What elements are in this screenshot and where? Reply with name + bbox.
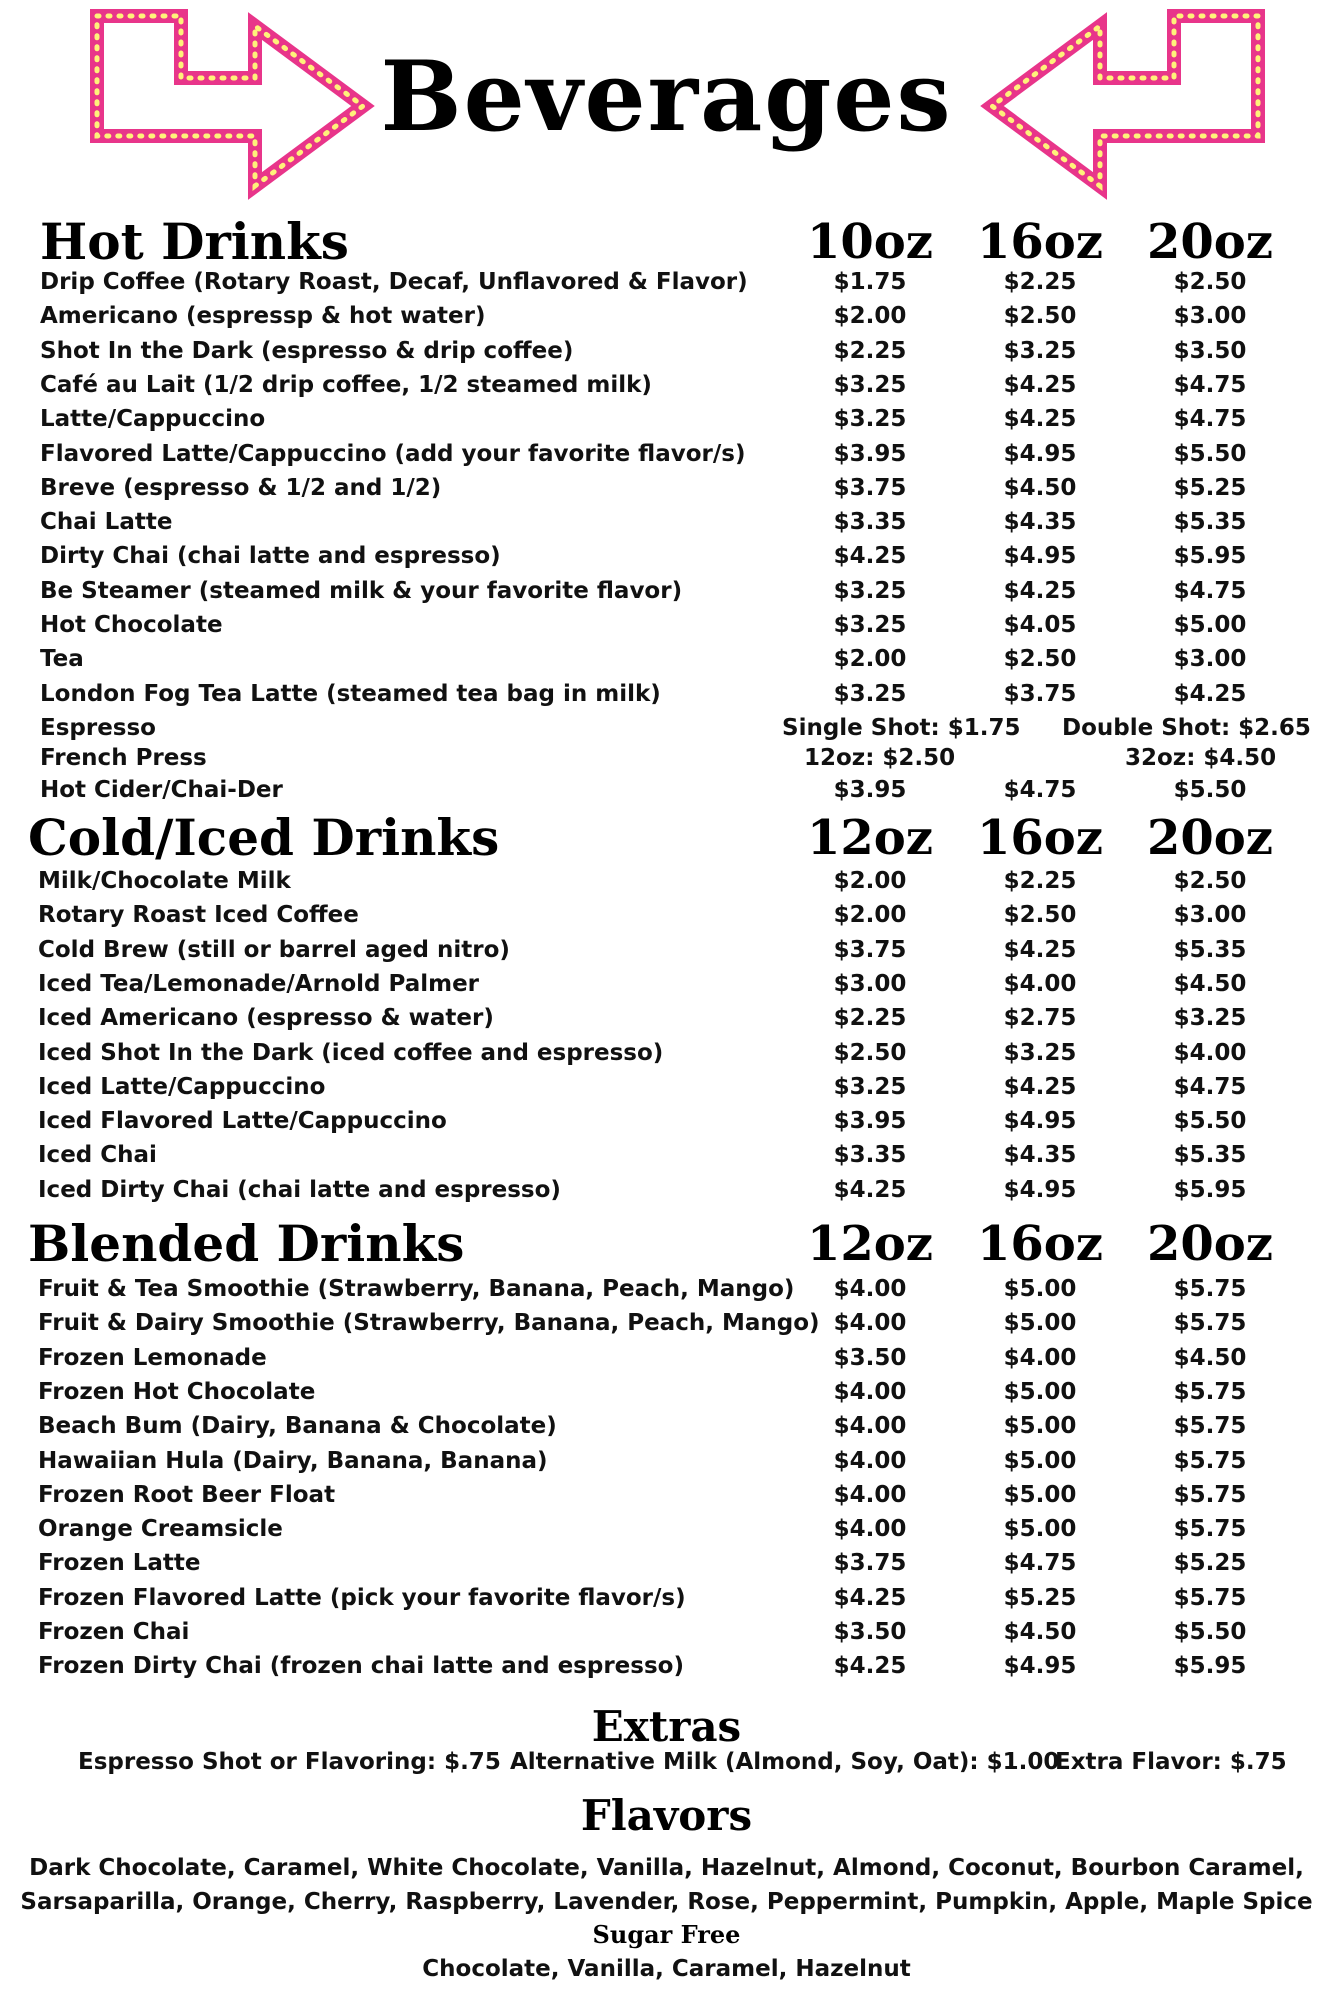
size-header: 12oz [806,1216,934,1272]
menu-item-row [0,334,1333,368]
item-title: Chai Latte [40,509,173,536]
item-name [38,933,510,967]
menu-item-row [0,368,1333,402]
menu-item-row [0,265,1333,299]
item-name [38,967,479,1001]
item-price: $4.50 [1003,474,1077,501]
item-name [38,864,291,898]
menu-item-row [0,1546,1333,1580]
item-price: $3.25 [1003,337,1077,364]
item-description: (Dairy, Banana & Chocolate) [190,1413,557,1440]
size-header: 20oz [1146,214,1274,270]
item-description: (espresso & water) [246,1005,494,1032]
item-price: $1.75 [833,269,907,295]
item-name [40,265,748,299]
item-price: $5.75 [1173,1447,1247,1474]
item-price: $3.00 [1173,902,1247,929]
item-name [40,402,265,436]
item-price: $2.50 [1003,303,1077,330]
item-price: $5.95 [1173,1653,1247,1680]
item-price: $2.00 [833,868,907,894]
item-price: $5.00 [1003,1310,1077,1337]
menu-item-row [0,1512,1333,1546]
item-price: $4.50 [1173,1344,1247,1371]
item-price: $4.05 [1003,612,1077,638]
page-title: Beverages [380,40,953,153]
item-title: Fruit & Tea Smoothie [38,1276,310,1302]
item-title: Shot In the Dark [40,337,253,364]
menu-item-row [0,642,1333,676]
item-description: (espressp & hot water) [185,303,486,330]
item-title: Fruit & Dairy Smoothie [38,1310,335,1337]
item-price: $3.25 [833,371,907,398]
menu-item-row [0,967,1333,1001]
size-header: 16oz [976,810,1104,866]
item-title: Cold Brew [38,936,169,963]
item-name [38,1070,325,1104]
item-name [38,1478,335,1512]
item-title: Iced Shot In the Dark [38,1039,314,1066]
menu-item-row [0,1341,1333,1375]
item-title: London Fog Tea Latte [40,680,319,707]
menu-item-row [0,437,1333,471]
item-title: Iced Americano [38,1005,239,1032]
item-name [38,1615,189,1649]
item-price: $5.50 [1173,1619,1247,1645]
item-price: $4.95 [1003,440,1077,467]
menu-item-row [0,539,1333,573]
item-name [38,1649,684,1683]
menu-item-row [0,299,1333,333]
item-name [40,368,652,402]
item-price: $5.25 [1173,474,1247,501]
item-price: $3.75 [833,1550,907,1577]
section-header [0,212,1333,272]
item-description: (1/2 drip coffee, 1/2 steamed milk) [203,371,652,398]
item-price: $5.75 [1173,1310,1247,1337]
item-title: Hot Chocolate [40,612,223,638]
item-price: $5.00 [1003,1516,1077,1543]
item-price: $3.50 [833,1344,907,1371]
size-header: 20oz [1146,810,1274,866]
item-name [38,1036,663,1070]
item-price: $3.50 [833,1619,907,1645]
item-price: $5.25 [1173,1550,1247,1577]
item-price: $4.25 [833,1653,907,1680]
item-price: $3.95 [833,440,907,467]
item-price: $5.00 [1003,1378,1077,1405]
menu-item-row [0,1581,1333,1615]
item-price: $5.75 [1173,1481,1247,1508]
item-price: $3.25 [833,1073,907,1100]
item-price: $4.35 [1003,509,1077,536]
item-price: $4.00 [833,1276,907,1302]
flavors-list-line: Sarsaparilla, Orange, Cherry, Raspberry, Lavender, Rose, Peppermint, Pumpkin, Apple, Maple Spice [20,1889,1313,1915]
extras-title: Extras [591,1702,742,1751]
size-header: 16oz [976,214,1104,270]
item-title: Be Steamer [40,577,191,604]
item-price: $4.25 [1003,577,1077,604]
item-price: $4.00 [833,1481,907,1508]
menu-item-row [0,1375,1333,1409]
item-price: $3.25 [1003,1039,1077,1066]
item-price: $5.75 [1173,1413,1247,1440]
item-title: Rotary Roast Iced Coffee [38,902,359,929]
menu-item-row [0,402,1333,436]
item-description: (steamed milk & your favorite flavor) [198,577,683,604]
item-title: Milk/Chocolate Milk [38,868,291,894]
item-price: $4.25 [833,1584,907,1611]
menu-item-row [0,471,1333,505]
menu-item-row [0,1070,1333,1104]
menu-item-row [0,1478,1333,1512]
item-name [38,1409,557,1443]
item-price: $4.95 [1003,1108,1077,1135]
item-description: (chai latte and espresso) [177,543,501,570]
item-name [38,1546,201,1580]
item-price: $2.50 [1173,269,1247,295]
item-price: $4.95 [1003,543,1077,570]
item-price: $2.25 [1003,868,1077,894]
menu-item-row [0,711,1333,745]
menu-item-row [0,1104,1333,1138]
menu-item-row [0,898,1333,932]
item-name: Hot Cider/Chai-Der [40,776,283,803]
item-name [40,642,84,676]
item-price: $5.95 [1173,1176,1247,1203]
item-price: $5.00 [1173,612,1247,638]
item-description: (espresso & drip coffee) [260,337,574,364]
item-price: $4.25 [1003,936,1077,963]
item-title: Iced Chai [38,1142,157,1169]
item-name: French Press [40,744,207,771]
item-price: $4.00 [833,1516,907,1543]
item-price: $3.95 [833,1108,907,1135]
item-price: $4.25 [1003,371,1077,398]
menu-item-row [0,677,1333,711]
item-title: Frozen Dirty Chai [38,1653,262,1680]
item-price: $5.50 [1173,440,1247,467]
extra-item: Extra Flavor: $.75 [1055,1749,1287,1775]
item-price: $3.35 [833,1142,907,1169]
menu-item-row [0,1272,1333,1306]
size-header: 10oz [806,214,934,270]
item-price: $5.95 [1173,543,1247,570]
extras-row [0,1745,1333,1779]
menu-item-row [0,505,1333,539]
section-header [0,1214,1333,1274]
menu-item-row [0,1036,1333,1070]
item-description: (chai latte and espresso) [237,1176,561,1203]
item-name: Espresso [40,714,156,741]
item-price: $4.25 [1173,680,1247,707]
extra-item: Alternative Milk (Almond, Soy, Oat): $1.00 [510,1749,1060,1775]
item-description: (steamed tea bag in milk) [326,680,661,707]
item-price: $3.75 [833,474,907,501]
item-price: $4.25 [1003,406,1077,433]
item-price: $5.25 [1003,1584,1077,1611]
item-price: $5.00 [1003,1276,1077,1302]
item-price: $4.00 [1003,970,1077,997]
item-price: $4.00 [833,1413,907,1440]
menu-item-row [0,1409,1333,1443]
item-name [38,1173,561,1207]
item-price: $4.75 [1173,406,1247,433]
item-price: $4.75 [1003,776,1077,803]
item-name [40,437,746,471]
item-name [38,898,359,932]
item-name [40,539,501,573]
item-title: Café au Lait [40,371,195,398]
item-price: 32oz: $4.50 [1125,744,1277,771]
item-price: $4.00 [1003,1344,1077,1371]
item-price: $3.25 [833,612,907,638]
menu-item-row [0,1649,1333,1683]
item-name [38,1001,494,1035]
item-price: $5.75 [1173,1516,1247,1543]
item-name [40,471,441,505]
item-title: Iced Latte/Cappuccino [38,1073,326,1100]
item-title: Frozen Chai [38,1619,190,1645]
item-description: (add your favorite flavor/s) [394,440,746,467]
item-description: (espresso & 1/2 and 1/2) [123,474,442,501]
item-price: $2.25 [1003,269,1077,295]
item-price: $3.75 [833,936,907,963]
item-price: $2.50 [1173,868,1247,894]
item-price: $2.25 [833,1005,907,1032]
item-price: $3.00 [1173,646,1247,673]
flavors-title: Flavors [580,1791,753,1840]
menu-item-row [0,933,1333,967]
item-price: 12oz: $2.50 [804,744,956,771]
item-title: Dirty Chai [40,543,169,570]
item-price: $4.35 [1003,1142,1077,1169]
item-price: $4.25 [833,543,907,570]
item-name [38,1272,794,1306]
item-name [40,677,661,711]
item-title: Frozen Flavored Latte [38,1584,322,1611]
section-header [0,808,1333,868]
menu-item-row [0,1138,1333,1172]
item-price: $5.35 [1173,936,1247,963]
item-price: $3.95 [833,776,907,803]
item-title: Iced Flavored Latte/Cappuccino [38,1108,447,1135]
item-price: $2.25 [833,337,907,364]
item-title: Frozen Lemonade [38,1344,267,1371]
item-title: Americano [40,303,178,330]
item-title: Drip Coffee [40,269,186,295]
item-name [38,1512,283,1546]
item-description: (pick your favorite flavor/s) [329,1584,686,1611]
item-price: $5.75 [1173,1378,1247,1405]
item-title: Hawaiian Hula [38,1447,225,1474]
item-price: $5.75 [1173,1276,1247,1302]
item-name [40,334,573,368]
item-name [38,1138,157,1172]
size-header: 20oz [1146,1216,1274,1272]
section-title: Blended Drinks [28,1214,465,1273]
item-price: $3.00 [1173,303,1247,330]
item-price: $5.75 [1173,1584,1247,1611]
extra-item: Espresso Shot or Flavoring: $.75 [78,1749,501,1775]
item-title: Frozen Latte [38,1550,201,1577]
item-name [38,1444,548,1478]
item-price: $3.50 [1173,337,1247,364]
item-price: $5.35 [1173,1142,1247,1169]
item-name [40,574,682,608]
item-price: $4.50 [1173,970,1247,997]
item-title: Flavored Latte/Cappuccino [40,440,387,467]
item-price: $2.50 [833,1039,907,1066]
item-price: $3.00 [833,970,907,997]
menu-item-row [0,773,1333,807]
item-name [40,505,172,539]
item-title: Iced Tea/Lemonade/Arnold Palmer [38,970,480,997]
item-title: Orange Creamsicle [38,1516,283,1543]
size-header: 16oz [976,1216,1104,1272]
item-price: $3.25 [833,406,907,433]
item-price: $4.25 [833,1176,907,1203]
item-price: $4.95 [1003,1653,1077,1680]
item-price: $4.75 [1173,371,1247,398]
item-price: $5.35 [1173,509,1247,536]
item-title: Beach Bum [38,1413,183,1440]
item-description: (frozen chai latte and espresso) [269,1653,684,1680]
item-price: $4.75 [1173,577,1247,604]
item-price: $4.75 [1173,1073,1247,1100]
menu-item-row [0,864,1333,898]
section-title: Cold/Iced Drinks [28,808,500,867]
size-header: 12oz [806,810,934,866]
item-price: $4.00 [833,1447,907,1474]
item-name [38,1306,820,1340]
item-price: $2.50 [1003,902,1077,929]
menu-item-row [0,1306,1333,1340]
item-price: $3.75 [1003,680,1077,707]
item-price: $4.00 [833,1378,907,1405]
menu-item-row [0,608,1333,642]
item-price: $2.75 [1003,1005,1077,1032]
item-price: $3.25 [833,577,907,604]
item-price: $4.95 [1003,1176,1077,1203]
item-price: $2.50 [1003,646,1077,673]
item-price: $3.35 [833,509,907,536]
flavors-list-line: Dark Chocolate, Caramel, White Chocolate, Vanilla, Hazelnut, Almond, Coconut, Bourbon Caramel, [29,1855,1304,1881]
item-price: $5.00 [1003,1481,1077,1508]
item-title: Frozen Hot Chocolate [38,1378,316,1405]
item-price: $4.00 [833,1310,907,1337]
item-price: $5.50 [1173,776,1247,803]
sugar-free-list: Chocolate, Vanilla, Caramel, Hazelnut [422,1956,911,1982]
item-title: Breve [40,474,116,501]
item-title: Tea [40,646,84,673]
menu-item-row [0,741,1333,775]
item-price: $4.50 [1003,1619,1077,1645]
item-description: (Dairy, Banana, Banana) [232,1447,548,1474]
item-title: Latte/Cappuccino [40,406,266,433]
item-description: (Strawberry, Banana, Peach, Mango) [317,1276,795,1302]
sugar-free-title: Sugar Free [592,1920,741,1949]
item-title: Iced Dirty Chai [38,1176,230,1203]
item-name [38,1341,267,1375]
item-price: $5.00 [1003,1447,1077,1474]
item-price: $5.50 [1173,1108,1247,1135]
item-description: (Strawberry, Banana, Peach, Mango) [342,1310,820,1337]
item-price: $4.25 [1003,1073,1077,1100]
item-price: Double Shot: $2.65 [1062,714,1311,741]
item-price: $2.00 [833,902,907,929]
item-name [40,299,485,333]
item-price: $5.00 [1003,1413,1077,1440]
menu-item-row [0,1001,1333,1035]
menu-item-row [0,1173,1333,1207]
item-name [38,1581,686,1615]
item-price: $3.25 [1173,1005,1247,1032]
item-description: (iced coffee and espresso) [321,1039,664,1066]
item-price: $2.00 [833,303,907,330]
menu-item-row [0,1444,1333,1478]
item-price: $3.25 [833,680,907,707]
item-name [38,1104,447,1138]
item-title: Frozen Root Beer Float [38,1481,336,1508]
item-name [38,1375,315,1409]
item-price: Single Shot: $1.75 [782,714,1021,741]
item-description: (still or barrel aged nitro) [176,936,510,963]
menu-item-row [0,1615,1333,1649]
item-description: (Rotary Roast, Decaf, Unflavored & Flavor) [193,269,748,295]
item-price: $4.75 [1003,1550,1077,1577]
item-name [40,608,223,642]
section-title: Hot Drinks [40,212,349,271]
item-price: $4.00 [1173,1039,1247,1066]
menu-item-row [0,574,1333,608]
item-price: $2.00 [833,646,907,673]
